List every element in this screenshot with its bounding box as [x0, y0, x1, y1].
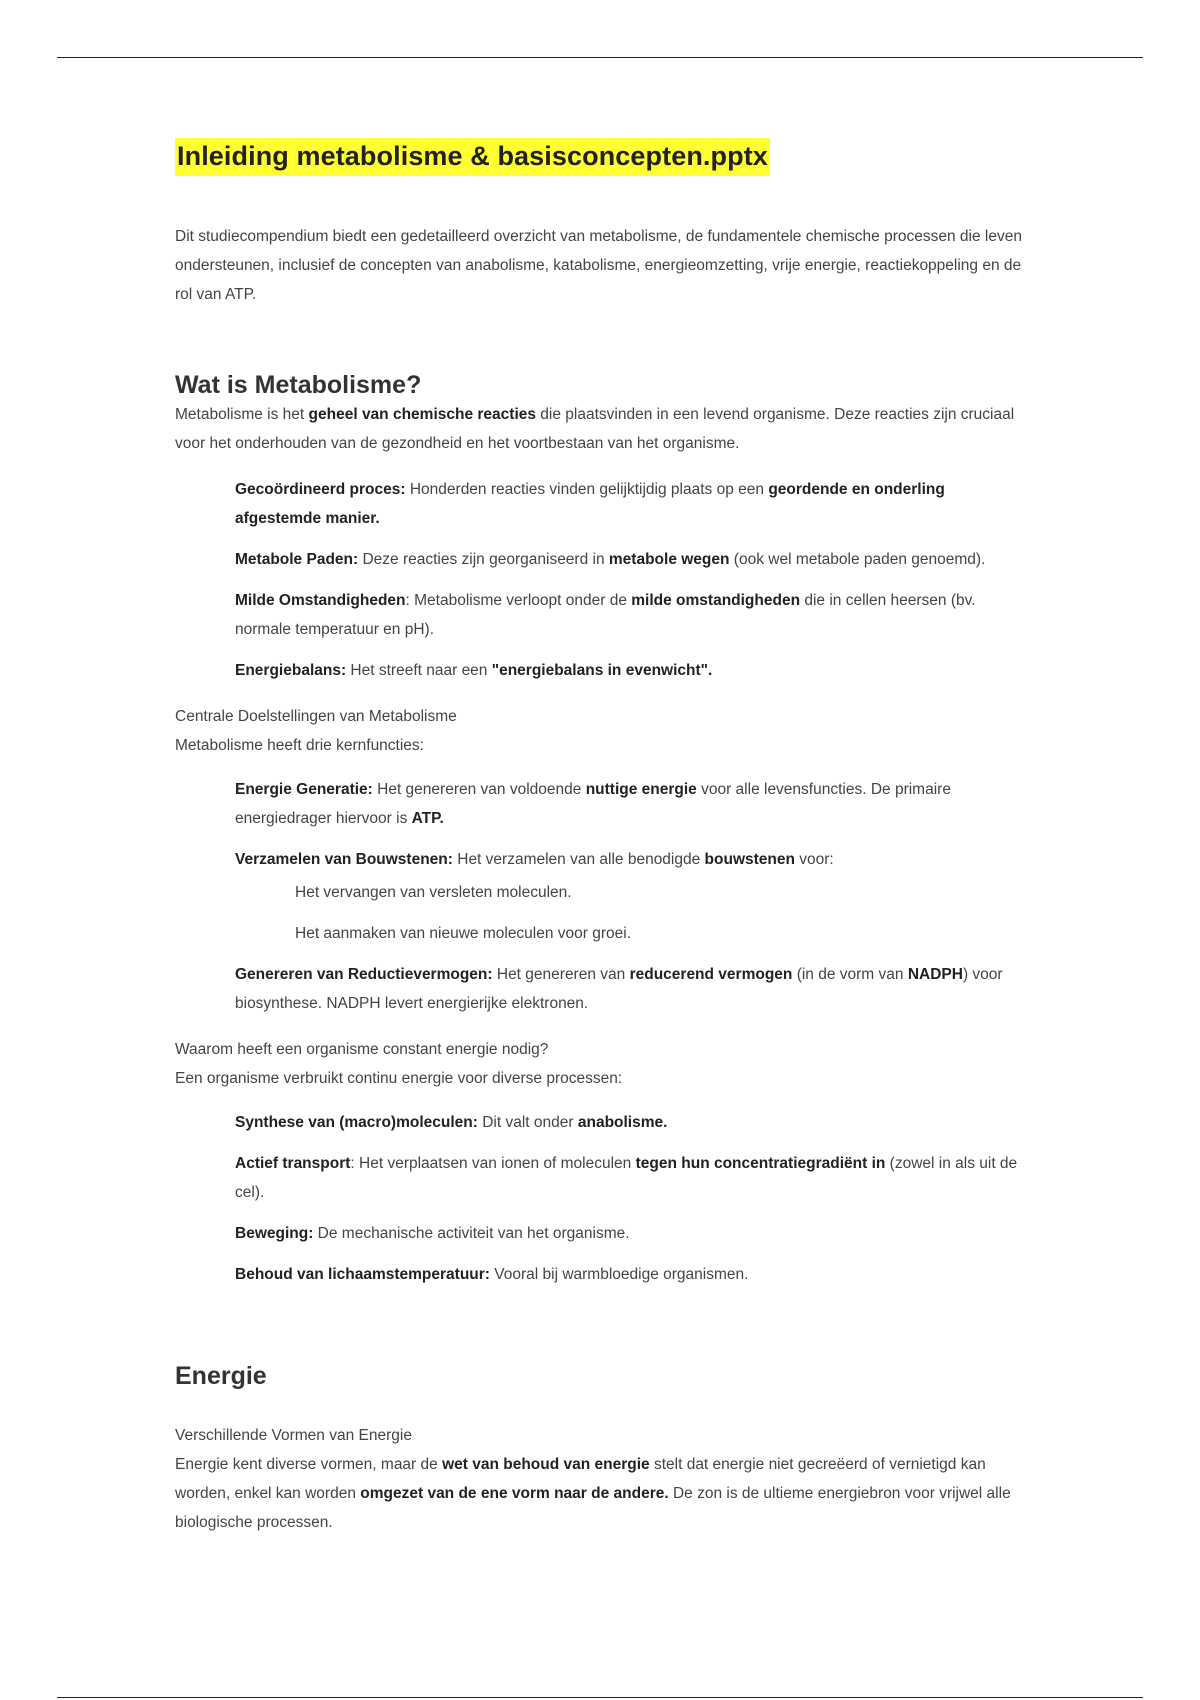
intro-paragraph: Dit studiecompendium biedt een gedetailleerd overzicht van metabolisme, de fundamentele chemische processen die leven ondersteunen, inclusief de concepten van anabolisme, katabolisme, energieomzetting, vrije energie, reactiekoppeling en de rol van ATP. — [175, 228, 1022, 304]
energie-forms-heading: Verschillende Vormen van Energie — [175, 1427, 412, 1445]
list-item: Milde Omstandigheden: Metabolisme verloopt onder de milde omstandigheden die in cellen heersen (bv. normale temperatuur en pH). — [235, 592, 976, 639]
list-item: Genereren van Reductievermogen: Het genereren van reducerend vermogen (in de vorm van NADPH) voor biosynthese. NADPH levert energierijke elektronen. — [235, 966, 1003, 1013]
sub-list-item: Het vervangen van versleten moleculen. — [295, 884, 572, 902]
document-title: Inleiding metabolisme & basisconcepten.pptx — [175, 138, 770, 176]
sub-list-item: Het aanmaken van nieuwe moleculen voor groei. — [295, 925, 632, 943]
list-item: Metabole Paden: Deze reacties zijn georganiseerd in metabole wegen (ook wel metabole paden genoemd). — [235, 551, 986, 569]
list-item: Actief transport: Het verplaatsen van ionen of moleculen tegen hun concentratiegradiënt in (zowel in als uit de cel). — [235, 1155, 1018, 1202]
document-page — [175, 138, 1035, 1537]
list-item: Gecoördineerd proces: Honderden reacties vinden gelijktijdig plaats op een geordende en onderling afgestemde manier. — [235, 481, 945, 528]
heading-wat-is-metabolisme: Wat is Metabolisme? — [175, 371, 422, 400]
list-item: Beweging: De mechanische activiteit van het organisme. — [235, 1225, 630, 1243]
energy-usage-list — [175, 1108, 1035, 1289]
list-item: Synthese van (macro)moleculen: Dit valt onder anabolisme. — [235, 1114, 668, 1132]
metabolisme-definition: Metabolisme is het geheel van chemische reacties die plaatsvinden in een levend organisme. Deze reacties zijn cruciaal voor het onderhouden van de gezondheid en het voortbestaan van het organisme. — [175, 406, 1015, 453]
goals-intro: Metabolisme heeft drie kernfuncties: — [175, 737, 424, 755]
goals-list — [175, 775, 1035, 1018]
why-heading: Waarom heeft een organisme constant energie nodig? — [175, 1041, 549, 1059]
list-item: Energie Generatie: Het genereren van voldoende nuttige energie voor alle levensfuncties. De primaire energiedrager hiervoor is ATP. — [235, 781, 951, 828]
metabolisme-properties-list — [175, 475, 1035, 685]
energie-paragraph: Energie kent diverse vormen, maar de wet van behoud van energie stelt dat energie niet gecreëerd of vernietigd kan worden, enkel kan worden omgezet van de ene vorm naar de andere. De zon is de ultieme energiebron voor vrijwel alle biologische processen. — [175, 1456, 1011, 1532]
top-rule — [57, 57, 1143, 58]
list-item: Energiebalans: Het streeft naar een "energiebalans in evenwicht". — [235, 662, 713, 680]
list-item: Behoud van lichaamstemperatuur: Vooral bij warmbloedige organismen. — [235, 1266, 749, 1284]
bouwstenen-sublist — [235, 878, 1035, 948]
why-intro: Een organisme verbruikt continu energie voor diverse processen: — [175, 1070, 623, 1088]
goals-heading: Centrale Doelstellingen van Metabolisme — [175, 708, 457, 726]
heading-energie: Energie — [175, 1362, 267, 1391]
bottom-rule — [57, 1697, 1143, 1698]
list-item: Verzamelen van Bouwstenen: Het verzamelen van alle benodigde bouwstenen voor: Het vervangen van versleten moleculen. Het aanmaken van nieuwe moleculen voor groei. — [235, 845, 1035, 948]
